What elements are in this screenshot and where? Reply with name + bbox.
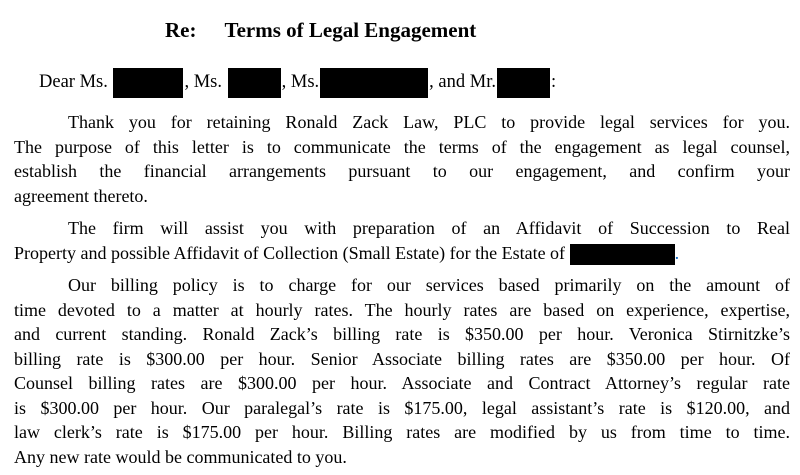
line-text: is $300.00 per hour. Our paralegal’s rate is $175.00, legal assistant’s rate is $120.00, and [14, 397, 790, 418]
subject-prefix: Re: [165, 18, 197, 42]
line-text: , and Mr. [429, 72, 496, 92]
redaction-bar [320, 68, 428, 98]
text-line [14, 184, 790, 209]
paragraph [14, 110, 790, 208]
line-text: The purpose of this letter is to communicate the terms of the engagement as legal counsel, [14, 136, 790, 157]
line-text: Property and possible Affidavit of Collection (Small Estate) for the Estate of [14, 242, 570, 263]
line-text: Dear Ms. [39, 72, 113, 92]
line-text: . [674, 242, 680, 263]
paragraph [14, 273, 790, 469]
line-text: law clerk’s rate is $175.00 per hour. Billing rates are modified by us from time to time. [14, 422, 790, 442]
paragraph [14, 216, 790, 265]
line-text: establish the financial arrangements pursuant to our engagement, and confirm your [14, 161, 790, 181]
letter-subject-line [14, 16, 790, 44]
letter-body [14, 110, 790, 469]
text-line [14, 159, 790, 184]
line-text: Our billing policy is to charge for our services based primarily on the amount of [68, 275, 790, 295]
text-line [14, 241, 790, 266]
text-line [14, 273, 790, 298]
redaction-bar [228, 68, 281, 98]
subject-title: Terms of Legal Engagement [224, 18, 477, 42]
line-text: , Ms. [184, 72, 227, 92]
text-line [14, 110, 790, 135]
line-text: time devoted to a matter at hourly rates. The hourly rates are based on experience, expertise, [14, 299, 790, 320]
line-text: , Ms. [281, 72, 320, 92]
line-text: Counsel billing rates are $300.00 per hour. Associate and Contract Attorney’s regular rate [14, 373, 790, 393]
redaction-bar [570, 244, 675, 266]
line-text: Thank you for retaining Ronald Zack Law, PLC to provide legal services for you. [68, 112, 790, 132]
line-text: : [550, 72, 557, 92]
text-line [14, 347, 790, 372]
line-text: billing rate is $300.00 per hour. Senior Associate billing rates are $350.00 per hour. Of [14, 348, 790, 369]
text-line [14, 135, 790, 160]
line-text: and current standing. Ronald Zack’s billing rate is $350.00 per hour. Veronica Stirnitzke’s [14, 324, 790, 344]
line-text: The firm will assist you with preparation of an Affidavit of Succession to Real [68, 218, 790, 238]
redaction-bar [113, 68, 183, 98]
text-line [14, 396, 790, 421]
line-text: Any new rate would be communicated to you. [14, 446, 347, 467]
text-line [14, 371, 790, 396]
text-line [14, 420, 790, 445]
text-line [14, 216, 790, 241]
salutation-line [14, 66, 790, 98]
redaction-bar [497, 68, 550, 98]
text-line [14, 298, 790, 323]
text-line [14, 445, 790, 470]
line-text: agreement thereto. [14, 185, 148, 206]
text-line [14, 322, 790, 347]
